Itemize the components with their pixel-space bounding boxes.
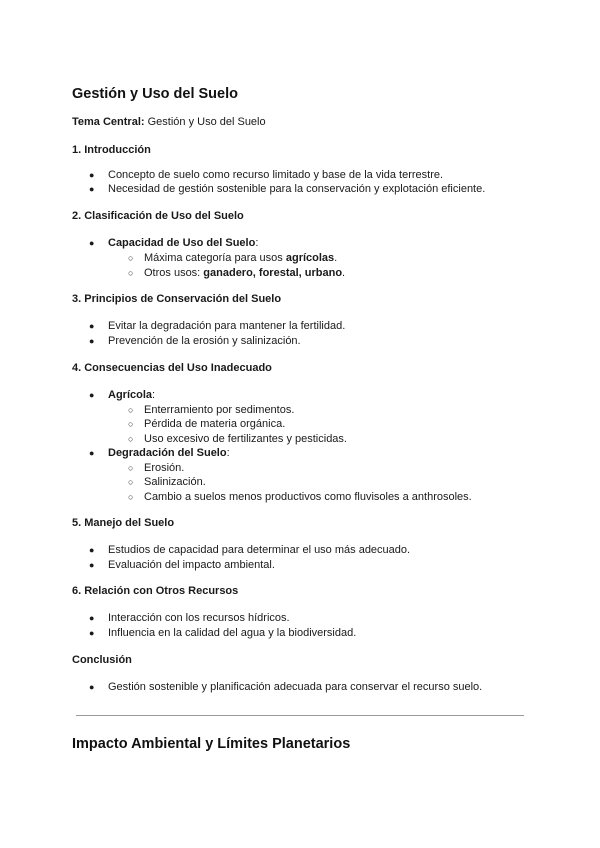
sub-item-bold: agrícolas bbox=[285, 252, 335, 264]
list-item-text: Gestión sostenible y planificación adecuada para conservar el recurso suelo. bbox=[108, 681, 483, 693]
sub-item-text: Pérdida de materia orgánica. bbox=[144, 418, 286, 430]
list-item-text: Necesidad de gestión sostenible para la conservación y explotación eficiente. bbox=[108, 183, 486, 195]
sub-item-text: Enterramiento por sedimentos. bbox=[144, 404, 295, 416]
tema-label: Tema Central: bbox=[72, 116, 145, 128]
section-heading-conclusion: Conclusión bbox=[72, 654, 132, 666]
list-item-text: Interacción con los recursos hídricos. bbox=[108, 612, 290, 624]
list-item-label: Agrícola bbox=[108, 389, 153, 401]
tema-value: Gestión y Uso del Suelo bbox=[144, 116, 266, 128]
section-heading-manejo: 5. Manejo del Suelo bbox=[72, 517, 175, 529]
list-item bbox=[89, 543, 411, 557]
bullet-disc-icon: ● bbox=[89, 545, 95, 555]
list-item bbox=[89, 319, 346, 333]
bullet-disc-icon: ● bbox=[89, 560, 95, 570]
bullet-disc-icon: ● bbox=[89, 238, 95, 248]
list-item-label: Capacidad de Uso del Suelo bbox=[108, 237, 256, 249]
bullet-disc-icon: ● bbox=[89, 321, 95, 331]
section-heading-clasificacion: 2. Clasificación de Uso del Suelo bbox=[72, 210, 244, 222]
bullet-disc-icon: ● bbox=[89, 390, 95, 400]
sub-list-item bbox=[128, 432, 347, 446]
sub-list-item bbox=[128, 251, 338, 265]
bullet-disc-icon: ● bbox=[89, 628, 95, 638]
list-item-text: Prevención de la erosión y salinización. bbox=[108, 335, 301, 347]
bullet-circle-icon: ○ bbox=[128, 419, 134, 429]
list-item-text: Estudios de capacidad para determinar el uso más adecuado. bbox=[108, 544, 411, 556]
sub-item-text: Cambio a suelos menos productivos como fluvisoles a anthrosoles. bbox=[144, 491, 472, 503]
sub-item-text: Erosión. bbox=[144, 462, 185, 474]
sub-list-item bbox=[128, 403, 295, 417]
sub-list-item bbox=[128, 461, 185, 475]
bullet-disc-icon: ● bbox=[89, 336, 95, 346]
list-item bbox=[89, 446, 230, 460]
sub-list-item bbox=[128, 266, 346, 280]
list-item bbox=[89, 388, 156, 402]
bullet-disc-icon: ● bbox=[89, 184, 95, 194]
section-heading-consecuencias: 4. Consecuencias del Uso Inadecuado bbox=[72, 362, 272, 374]
list-item bbox=[89, 236, 259, 250]
sub-item-end: . bbox=[342, 267, 346, 279]
bullet-circle-icon: ○ bbox=[128, 463, 134, 473]
sub-list-item bbox=[128, 490, 472, 504]
sub-item-text: Uso excesivo de fertilizantes y pesticidas. bbox=[144, 433, 347, 445]
horizontal-divider bbox=[76, 715, 524, 716]
sub-item-text: Otros usos: bbox=[144, 267, 204, 279]
sub-item-bold: ganadero, forestal, urbano bbox=[203, 267, 343, 279]
list-item-suffix: : bbox=[255, 237, 259, 249]
section-heading-relacion: 6. Relación con Otros Recursos bbox=[72, 585, 239, 597]
bullet-circle-icon: ○ bbox=[128, 253, 134, 263]
list-item bbox=[89, 611, 290, 625]
list-item-suffix: : bbox=[226, 447, 230, 459]
list-item bbox=[89, 680, 483, 694]
sub-item-text: Salinización. bbox=[144, 476, 206, 488]
sub-item-end: . bbox=[334, 252, 338, 264]
bullet-circle-icon: ○ bbox=[128, 268, 134, 278]
list-item-label: Degradación del Suelo bbox=[108, 447, 227, 459]
sub-list-item bbox=[128, 475, 206, 489]
list-item bbox=[89, 626, 357, 640]
tema-central bbox=[72, 116, 266, 128]
bullet-circle-icon: ○ bbox=[128, 405, 134, 415]
list-item-text: Influencia en la calidad del agua y la biodiversidad. bbox=[108, 627, 357, 639]
bullet-disc-icon: ● bbox=[89, 170, 95, 180]
list-item-text: Evaluación del impacto ambiental. bbox=[108, 559, 275, 571]
next-section-title: Impacto Ambiental y Límites Planetarios bbox=[72, 736, 351, 752]
bullet-disc-icon: ● bbox=[89, 613, 95, 623]
bullet-disc-icon: ● bbox=[89, 448, 95, 458]
list-item bbox=[89, 558, 275, 572]
bullet-circle-icon: ○ bbox=[128, 434, 134, 444]
list-item bbox=[89, 168, 444, 182]
section-heading-principios: 3. Principios de Conservación del Suelo bbox=[72, 293, 282, 305]
list-item bbox=[89, 182, 486, 196]
bullet-circle-icon: ○ bbox=[128, 477, 134, 487]
bullet-disc-icon: ● bbox=[89, 682, 95, 692]
sub-item-text: Máxima categoría para usos bbox=[144, 252, 286, 264]
list-item-suffix: : bbox=[152, 389, 156, 401]
sub-list-item bbox=[128, 417, 286, 431]
list-item-text: Evitar la degradación para mantener la fertilidad. bbox=[108, 320, 346, 332]
bullet-circle-icon: ○ bbox=[128, 492, 134, 502]
list-item-text: Concepto de suelo como recurso limitado y base de la vida terrestre. bbox=[108, 169, 444, 181]
section-heading-introduccion: 1. Introducción bbox=[72, 144, 151, 156]
list-item bbox=[89, 334, 301, 348]
document-title: Gestión y Uso del Suelo bbox=[72, 86, 238, 102]
